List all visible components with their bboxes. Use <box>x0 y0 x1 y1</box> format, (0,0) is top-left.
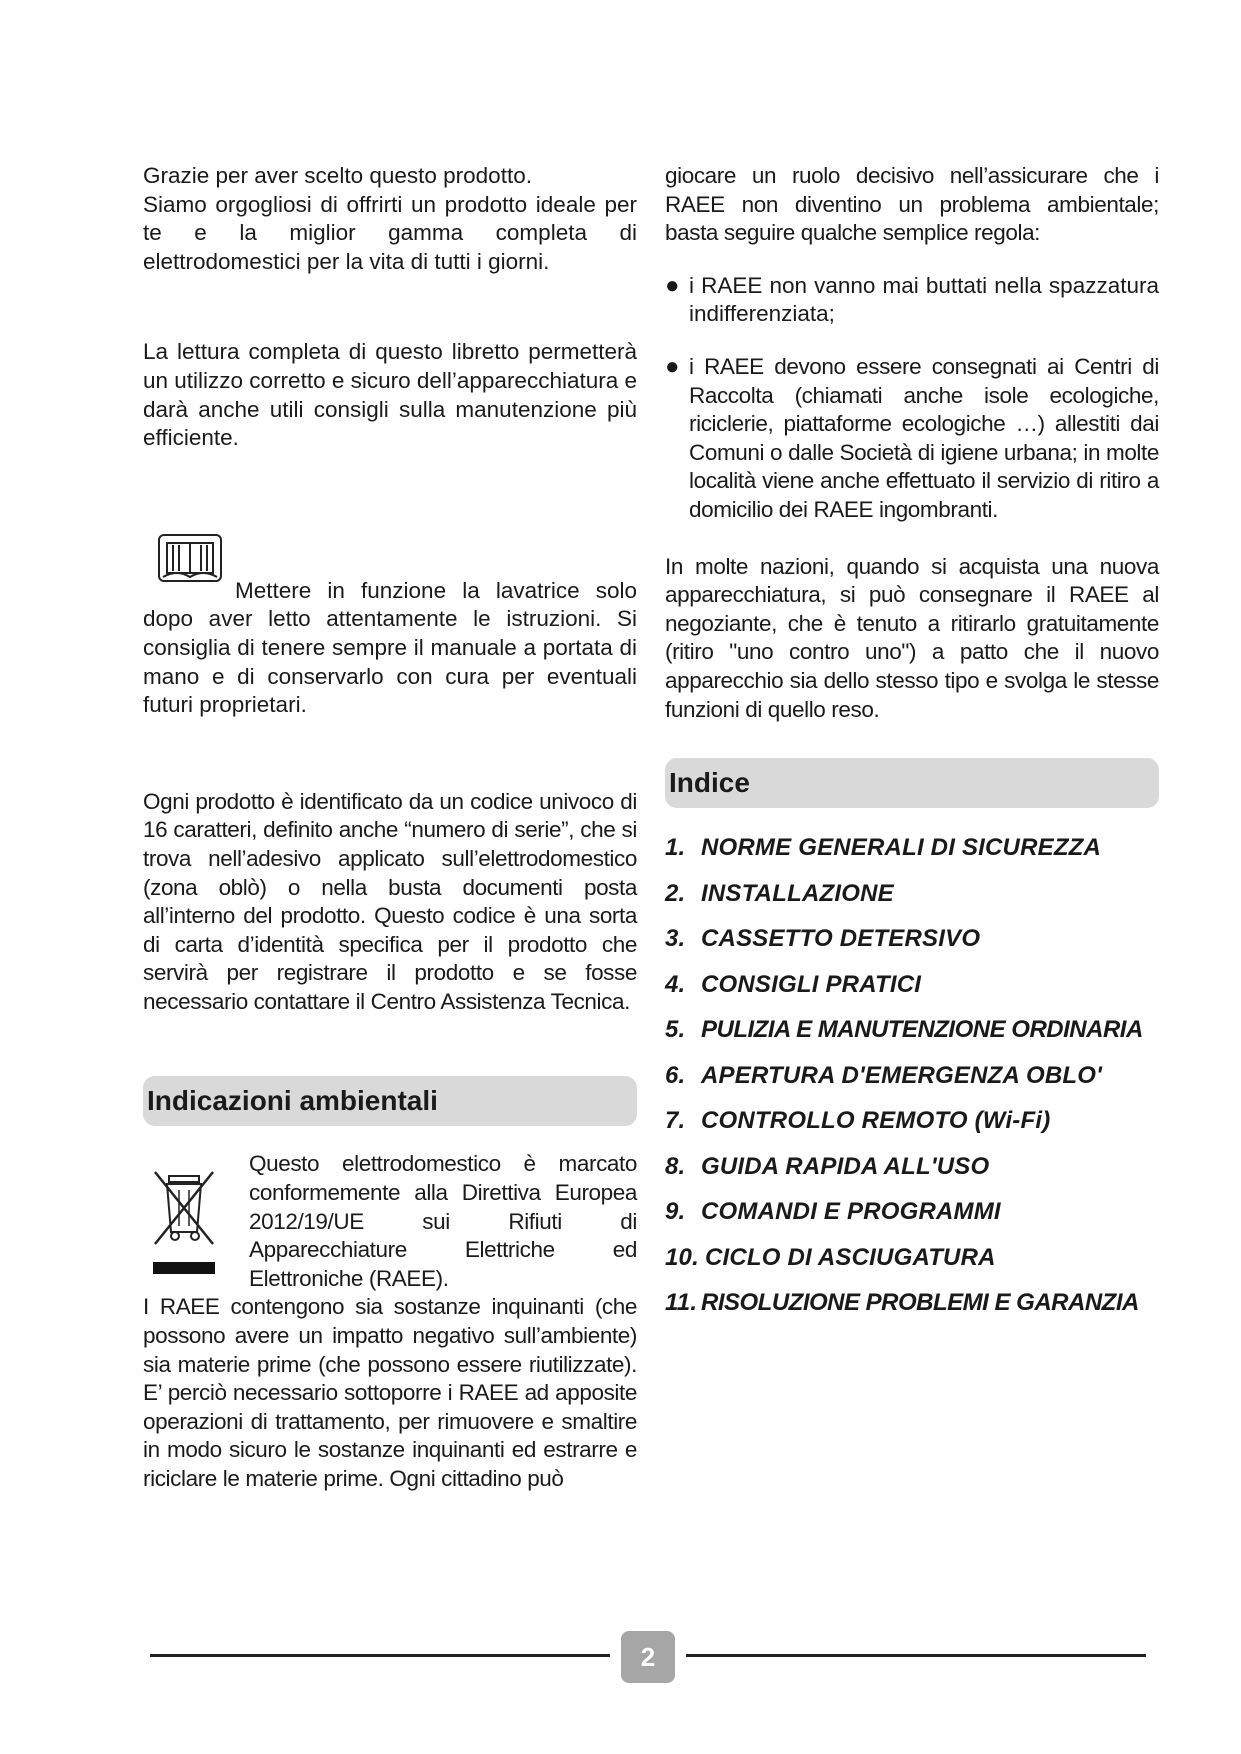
bullet-icon: ● <box>665 271 680 299</box>
toc-number: 4. <box>665 970 686 998</box>
toc-label: APERTURA D'EMERGENZA OBLO' <box>701 1061 1103 1089</box>
serial-paragraph: Ogni prodotto è identificato da un codice univoco di 16 caratteri, definito anche “numero di serie”, che si trova nell’adesivo applicato sull’elettrodomestico (zona oblò) o nella busta documenti posta all’interno del prodotto. Questo codice è una sorta di carta d’identità specifica per il prodotto che servirà per registrare il prodotto e se fosse necessario contattare il Centro Assistenza Tecnica. <box>143 788 637 1014</box>
manual-paragraph: Mettere in funzione la lavatrice solo dopo aver letto attentamente le istruzioni. Si consiglia di tenere sempre il manuale a portata di mano e di conservarlo con cura per eventuali futuri proprietari. <box>143 577 637 718</box>
page-number-badge: 2 <box>621 1631 675 1683</box>
weee-rule-2-text: i RAEE devono essere consegnati ai Centri di Raccolta (chiamati anche isole ecologiche, riciclerie, piattaforme ecologiche …) allestiti dai Comuni o dalle Società di igiene urbana; in molte località viene anche effettuato il servizio di ritiro a domicilio dei RAEE ingombranti. <box>689 353 1159 522</box>
toc-item[interactable] <box>665 971 1159 1017</box>
toc-label: CONTROLLO REMOTO (Wi-Fi) <box>701 1107 1051 1135</box>
return-paragraph: In molte nazioni, quando si acquista una nuova apparecchiatura, si può consegnare il RAEE al negoziante, che è tenuto a ritirarlo gratuitamente (ritiro "uno contro uno") a patto che il nuovo apparecchio sia dello stesso tipo e svolga le stesse funzioni di quello reso. <box>665 553 1159 722</box>
weee-rule-1-text: i RAEE non vanno mai buttati nella spazzatura indifferenziata; <box>689 272 1159 327</box>
toc-item[interactable] <box>665 834 1159 880</box>
env-section-title: Indicazioni ambientali <box>147 1085 438 1117</box>
weee-intro: Questo elettrodomestico è marcato conformemente alla Direttiva Europea 2012/19/UE sui Rifiuti di Apparecchiature Elettriche ed Elettroniche (RAEE). <box>249 1151 637 1291</box>
weee-body: I RAEE contengono sia sostanze inquinanti (che possono avere un impatto negativo sull’ambiente) sia materie prime (che possono essere riutilizzate). E’ perciò necessario sottoporre i RAEE ad apposite operazioni di trattamento, per rimuovere e smaltire in modo sicuro le sostanze inquinanti ed estrarre e riciclare le materie prime. Ogni cittadino può <box>143 1294 637 1491</box>
toc-label: GUIDA RAPIDA ALL'USO <box>701 1152 990 1180</box>
bullet-icon: ● <box>665 352 680 380</box>
toc-number: 8. <box>665 1152 686 1180</box>
toc-item[interactable] <box>665 1289 1159 1335</box>
toc-label: INSTALLAZIONE <box>701 879 894 907</box>
toc-item[interactable] <box>665 1198 1159 1244</box>
footer-rule-left <box>150 1654 610 1657</box>
toc-item[interactable] <box>665 1107 1159 1153</box>
toc-number: 9. <box>665 1198 686 1226</box>
toc-item[interactable] <box>665 1062 1159 1108</box>
toc-number: 7. <box>665 1107 686 1135</box>
toc-label: PULIZIA E MANUTENZIONE ORDINARIA <box>701 1016 1143 1044</box>
weee-bin-icon <box>143 1150 231 1293</box>
reading-paragraph: La lettura completa di questo libretto permetterà un utilizzo corretto e sicuro dell’apparecchiatura e darà anche utili consigli sulla manutenzione più efficiente. <box>143 339 638 451</box>
toc-number: 10. <box>665 1243 699 1271</box>
index-section-title: Indice <box>669 767 750 799</box>
weee-rule-1 <box>665 272 1159 329</box>
manual-block <box>143 577 637 720</box>
toc-label: NORME GENERALI DI SICUREZZA <box>701 834 1102 862</box>
left-column <box>143 162 637 1494</box>
weee-block <box>143 1150 637 1293</box>
intro-thanks: Grazie per aver scelto questo prodotto. <box>143 163 532 188</box>
index-section-header <box>665 758 1159 808</box>
toc-number: 6. <box>665 1061 686 1089</box>
open-book-icon <box>157 533 223 583</box>
toc-item[interactable] <box>665 880 1159 926</box>
toc-number: 3. <box>665 925 686 953</box>
toc-item[interactable] <box>665 1153 1159 1199</box>
toc-label: CASSETTO DETERSIVO <box>701 925 981 953</box>
right-column <box>665 162 1159 1335</box>
toc-item[interactable] <box>665 1016 1159 1062</box>
toc-label: CICLO DI ASCIUGATURA <box>705 1243 996 1271</box>
toc-number: 11. <box>665 1289 698 1317</box>
toc-item[interactable] <box>665 925 1159 971</box>
toc-number: 2. <box>665 879 686 907</box>
env-section-header <box>143 1076 637 1126</box>
weee-rule-2 <box>665 353 1159 525</box>
table-of-contents <box>665 834 1159 1335</box>
toc-label: CONSIGLI PRATICI <box>701 970 922 998</box>
weee-continuation: giocare un ruolo decisivo nell’assicurare che i RAEE non diventino un problema ambientale; basta seguire qualche semplice regola: <box>665 163 1159 246</box>
toc-item[interactable] <box>665 1244 1159 1290</box>
footer-rule-right <box>686 1654 1146 1657</box>
toc-number: 1. <box>665 834 686 862</box>
toc-label: RISOLUZIONE PROBLEMI E GARANZIA <box>701 1289 1139 1317</box>
toc-label: COMANDI E PROGRAMMI <box>701 1198 1001 1226</box>
intro-pride: Siamo orgogliosi di offrirti un prodotto ideale per te e la miglior gamma completa di elettrodomestici per la vita di tutti i giorni. <box>143 191 637 274</box>
toc-number: 5. <box>665 1016 686 1044</box>
